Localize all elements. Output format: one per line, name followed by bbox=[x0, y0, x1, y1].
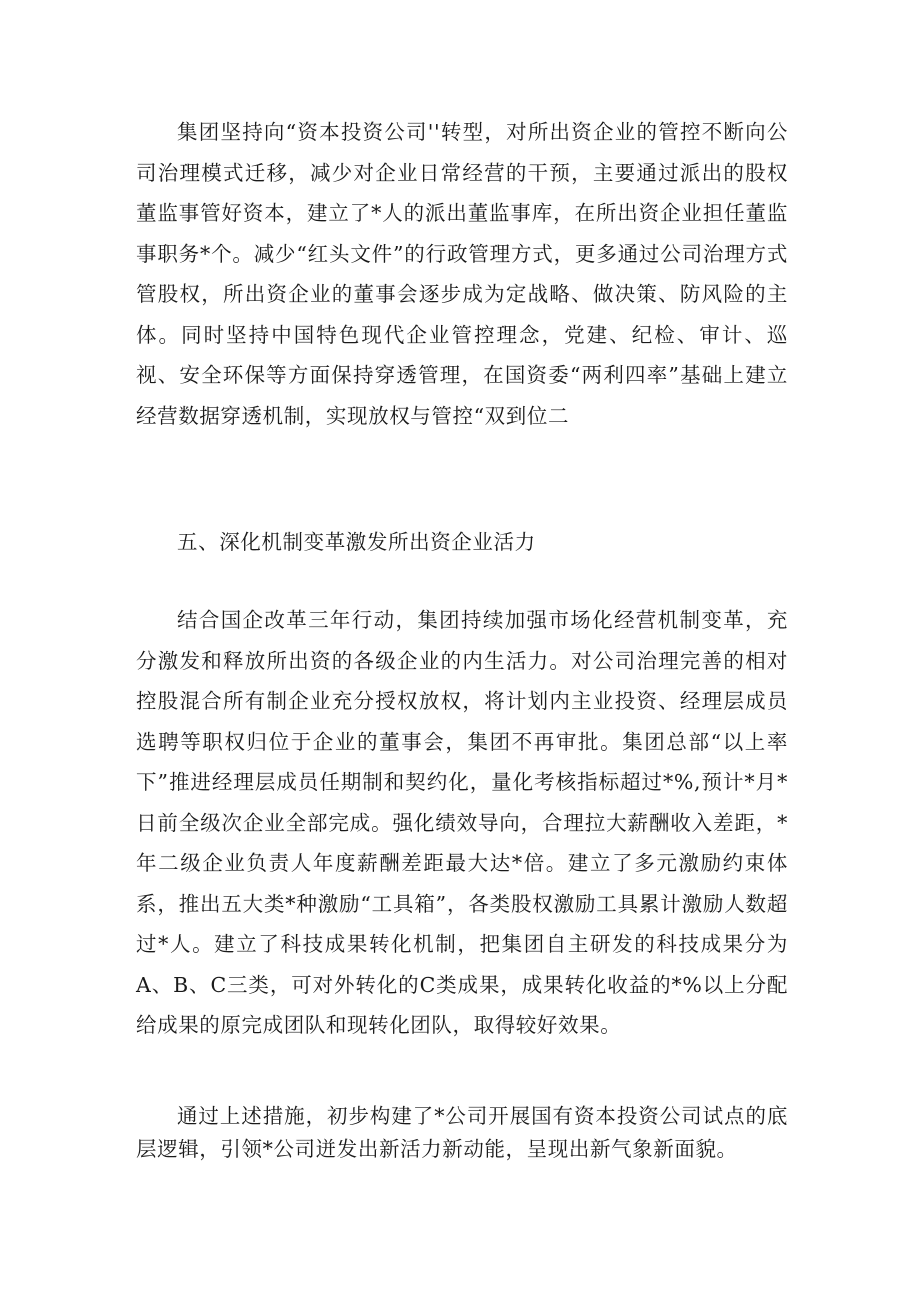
section-heading: 五、深化机制变革激发所出资企业活力 bbox=[177, 530, 536, 554]
paragraph-conclusion: 通过上述措施，初步构建了*公司开展国有资本投资公司试点的底层逻辑，引领*公司迸发出新活力新动能，呈现出新气象新面貌。 bbox=[136, 1104, 788, 1161]
paragraph-mechanism-reform: 结合国企改革三年行动，集团持续加强市场化经营机制变革，充分激发和释放所出资的各级企业的内生活力。对公司治理完善的相对控股混合所有制企业充分授权放权，将计划内主业投资、经理层成员选聘等职权归位于企业的董事会，集团不再审批。集团总部“以上率下”推进经理层成员任期制和契约化，量化考核指标超过*%,预计*月*日前全级次企业全部完成。强化绩效导向，合理拉大薪酬收入差距，*年二级企业负责人年度薪酬差距最大达*倍。建立了多元激励约束体系，推出五大类*种激励“工具箱”，各类股权激励工具累计激励人数超过*人。建立了科技成果转化机制，把集团自主研发的科技成果分为A、B、C三类，可对外转化的C类成果，成果转化收益的*%以上分配给成果的原完成团队和现转化团队，取得较好效果。 bbox=[136, 608, 788, 1037]
paragraph-governance-transformation: 集团坚持向“资本投资公司''转型，对所出资企业的管控不断向公司治理模式迁移，减少对企业日常经营的干预，主要通过派出的股权董监事管好资本，建立了*人的派出董监事库，在所出资企业担任董监事职务*个。减少“红头文件”的行政管理方式，更多通过公司治理方式管股权，所出资企业的董事会逐步成为定战略、做决策、防风险的主体。同时坚持中国特色现代企业管控理念，党建、纪检、审计、巡视、安全环保等方面保持穿透管理，在国资委“两利四率”基础上建立经营数据穿透机制，实现放权与管控“双到位二 bbox=[136, 120, 788, 428]
